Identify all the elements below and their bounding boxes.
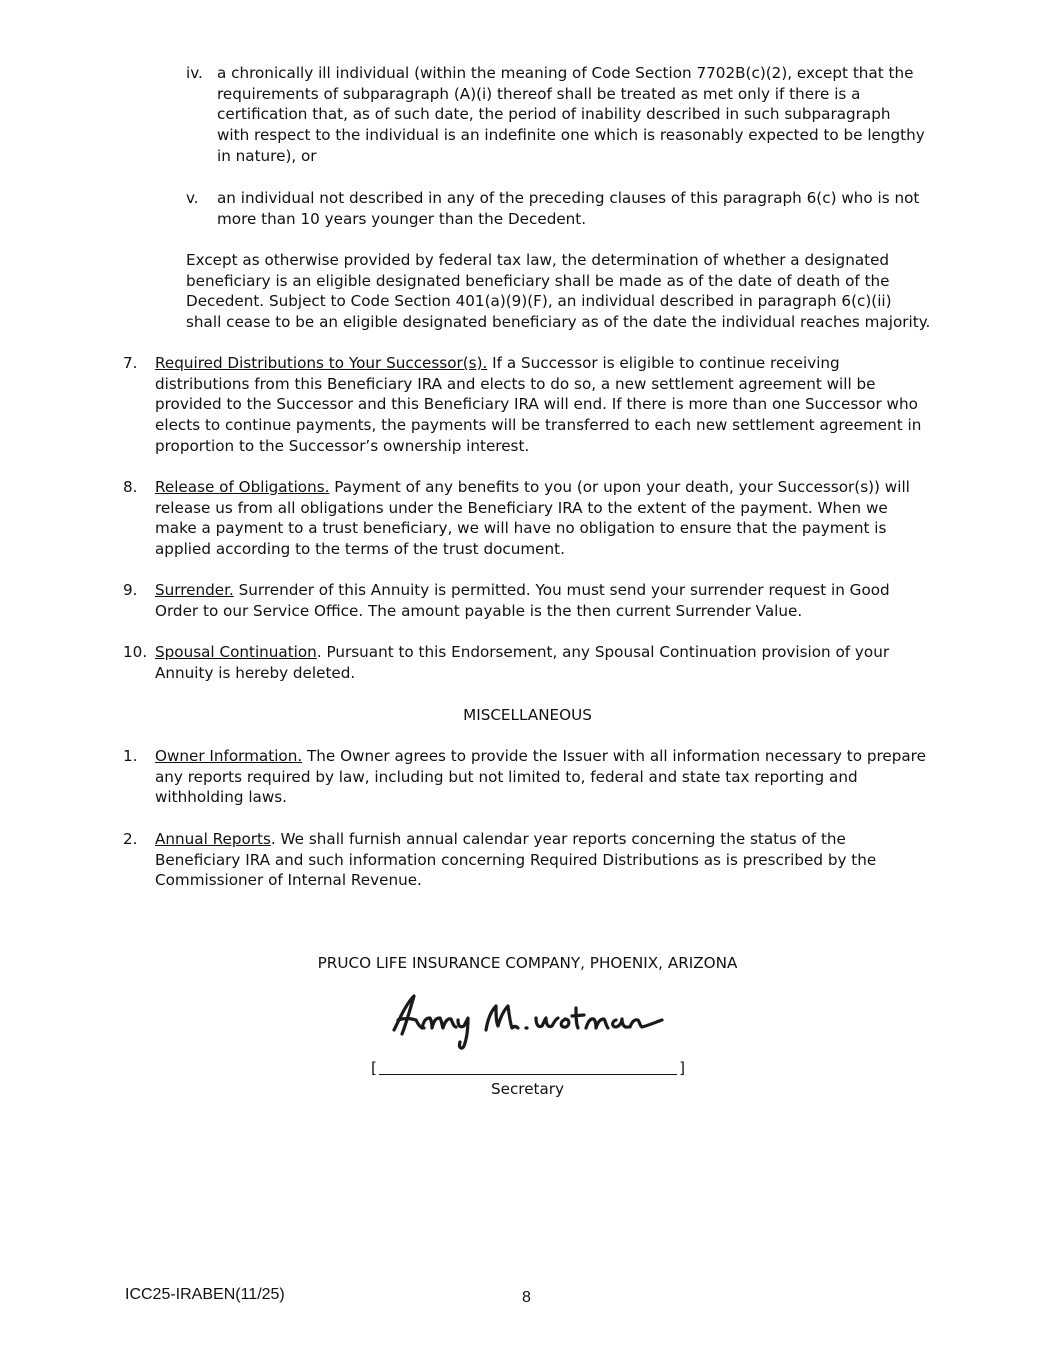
section-body	[155, 477, 933, 560]
section-number: 8.	[123, 478, 138, 496]
signature-close-bracket: ]	[679, 1059, 685, 1077]
section-heading: Release of Obligations.	[155, 478, 330, 496]
section-body	[155, 353, 933, 457]
clause-text: an individual not described in any of the preceding clauses of this paragraph 6(c) who is not more than 10 years younger than the Decedent.	[217, 189, 920, 228]
section-body	[155, 580, 933, 621]
section-text: Surrender of this Annuity is permitted. You must send your surrender request in Good Order to our Service Office. The amount payable is the then current Surrender Value.	[155, 581, 890, 620]
section-text: Payment of any benefits to you (or upon your death, your Successor(s)) will release us from all obligations under the Beneficiary IRA to the extent of the payment. When we make a payment to a trust beneficiary, we will have no obligation to ensure that the payment is applied according to the terms of the trust document.	[155, 478, 910, 559]
section-text: . Pursuant to this Endorsement, any Spousal Continuation provision of your Annuity is hereby deleted.	[155, 643, 890, 682]
signer-title: Secretary	[490, 1080, 565, 1098]
section-text: . We shall furnish annual calendar year reports concerning the status of the Beneficiary IRA and such information concerning Required Distributions as is prescribed by the Commissioner of Internal Revenue.	[155, 830, 877, 890]
section-number: 10.	[123, 643, 148, 661]
clause-number: iv.	[186, 64, 203, 82]
except-paragraph: Except as otherwise provided by federal tax law, the determination of whether a designated beneficiary is an eligible designated beneficiary shall be made as of the date of death of the Decedent. Subject to Code Section 401(a)(9)(F), an individual described in paragraph 6(c)(ii) shall cease to be an eligible designated beneficiary as of the date the individual reaches majority.	[186, 251, 931, 332]
section-body	[155, 642, 933, 683]
section-heading: Annual Reports	[155, 830, 271, 848]
section-heading: Surrender.	[155, 581, 234, 599]
miscellaneous-heading: MISCELLANEOUS	[463, 706, 592, 724]
company-name: PRUCO LIFE INSURANCE COMPANY, PHOENIX, ARIZONA	[317, 954, 738, 972]
section-body	[155, 746, 933, 808]
signature-open-bracket: [	[371, 1059, 377, 1077]
section-number: 7.	[123, 354, 138, 372]
section-text: If a Successor is eligible to continue receiving distributions from this Beneficiary IRA and elects to do so, a new settlement agreement will be provided to the Successor and this Beneficiary IRA will end. If there is more than one Successor who elects to continue payments, the payments will be transferred to each new settlement agreement in proportion to the Successor’s ownership interest.	[155, 354, 922, 455]
form-number: ICC25-IRABEN(11/25)	[125, 1286, 285, 1303]
signature-rule	[379, 1074, 677, 1075]
section-body	[155, 829, 933, 891]
section-text: The Owner agrees to provide the Issuer with all information necessary to prepare any reports required by law, including but not limited to, federal and state tax reporting and withholding laws.	[155, 747, 926, 807]
section-number: 9.	[123, 581, 138, 599]
page-number: 8	[522, 1289, 531, 1306]
signature-image	[388, 990, 668, 1055]
section-number: 2.	[123, 830, 138, 848]
signature-line	[371, 1058, 685, 1078]
section-number: 1.	[123, 747, 138, 765]
clause-number: v.	[186, 189, 199, 207]
clause-text: a chronically ill individual (within the meaning of Code Section 7702B(c)(2), except that the requirements of subparagraph (A)(i) thereof shall be treated as met only if there is a certification that, as of such date, the period of inability described in such subparagraph with respect to the individual is an indefinite one which is reasonably expected to be lengthy in nature), or	[217, 64, 925, 165]
section-heading: Spousal Continuation	[155, 643, 317, 661]
section-heading: Owner Information.	[155, 747, 303, 765]
section-heading: Required Distributions to Your Successor(s).	[155, 354, 488, 372]
